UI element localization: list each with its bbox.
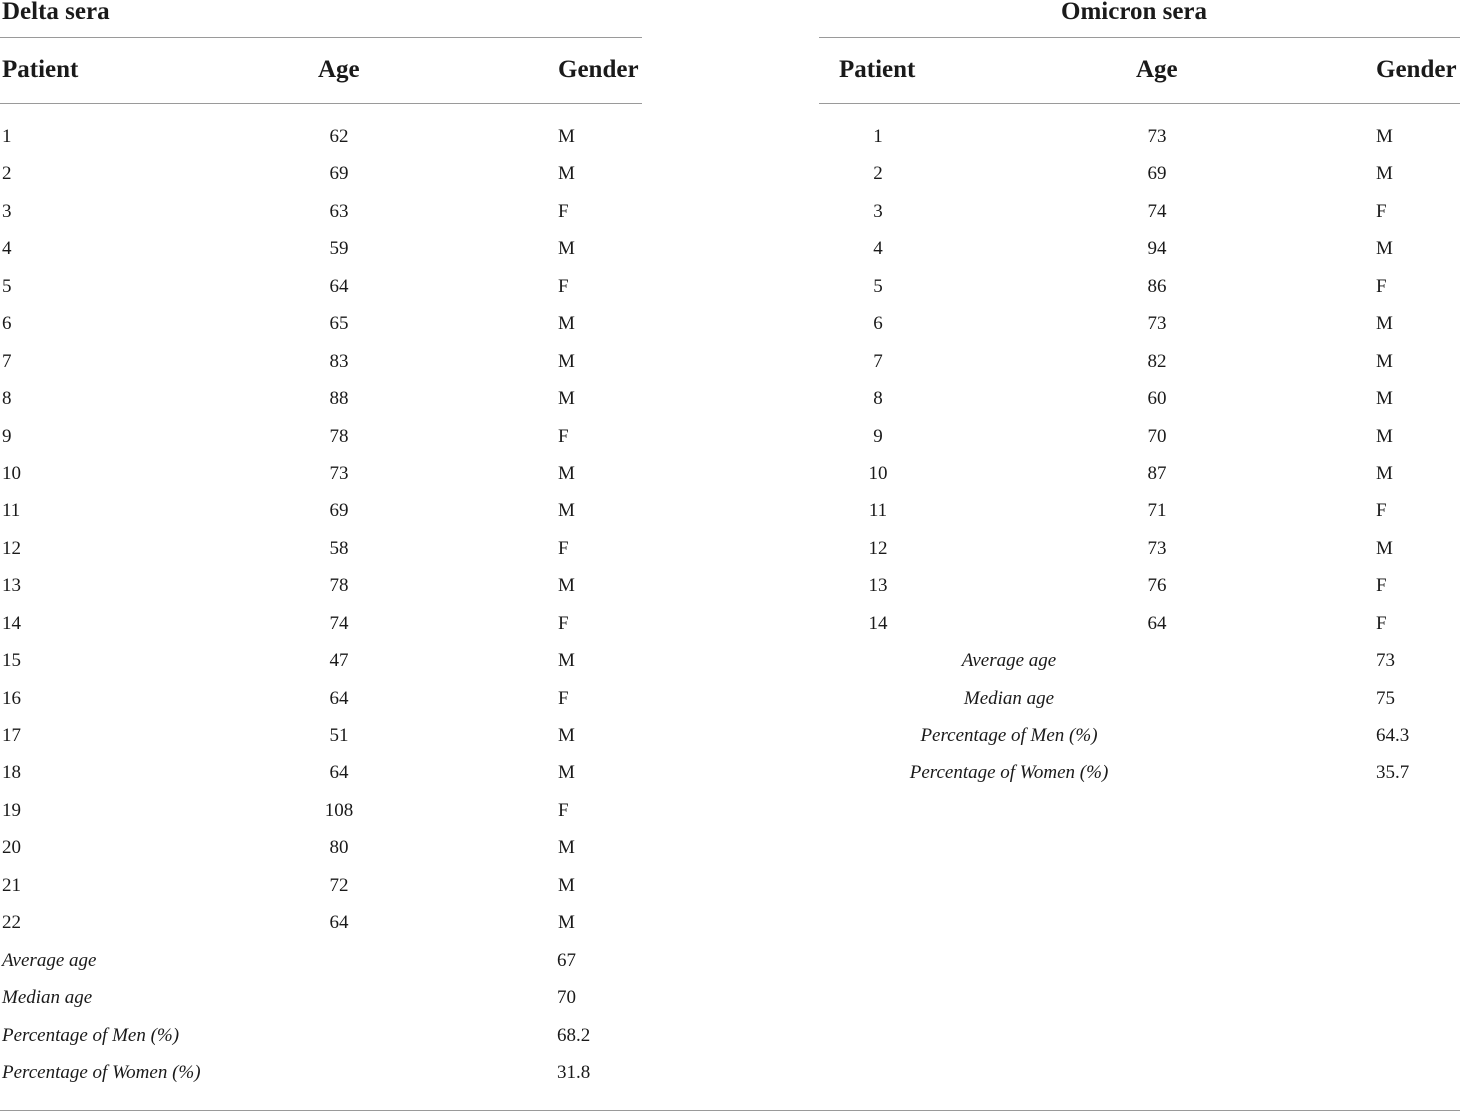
- summary-value: 70: [557, 987, 576, 1009]
- cell-gender: M: [558, 350, 575, 372]
- cell-gender: F: [1376, 612, 1387, 634]
- cell-age: 87: [1147, 462, 1167, 484]
- summary-label: Percentage of Men (%): [920, 725, 1098, 746]
- cell-patient: 17: [2, 725, 21, 746]
- cell-patient: 1: [873, 126, 883, 147]
- summary-label: Average age: [2, 949, 97, 971]
- cell-gender: M: [558, 313, 575, 335]
- cell-age: 71: [1147, 500, 1167, 522]
- cell-gender: M: [558, 500, 575, 522]
- table-row: [819, 268, 1460, 305]
- table-row: [0, 343, 642, 380]
- cell-age: 88: [329, 388, 349, 410]
- cell-gender: M: [1376, 163, 1393, 185]
- delta-sera-title: Delta sera: [2, 0, 110, 25]
- omicron-header-patient: Patient: [839, 56, 916, 83]
- cell-patient: 8: [873, 388, 883, 410]
- cell-age: 65: [329, 313, 349, 335]
- cell-patient: 15: [2, 650, 21, 672]
- table-row: [0, 642, 642, 679]
- cell-patient: 22: [2, 912, 21, 934]
- cell-patient: 9: [873, 425, 883, 447]
- table-row: [819, 193, 1460, 230]
- table-row: [0, 867, 642, 904]
- table-row: [0, 230, 642, 267]
- table-row: [0, 605, 642, 642]
- table-row: [819, 343, 1460, 380]
- cell-patient: 9: [2, 425, 12, 447]
- table-row: [819, 118, 1460, 155]
- table-row: [0, 754, 642, 791]
- cell-patient: 13: [2, 575, 21, 597]
- cell-patient: 1: [2, 126, 12, 147]
- summary-value: 35.7: [1376, 762, 1410, 784]
- cell-patient: 2: [873, 163, 883, 185]
- omicron-header-row: [819, 50, 1460, 90]
- cell-gender: M: [558, 126, 575, 147]
- table-row: [819, 155, 1460, 192]
- cell-age: 78: [329, 575, 349, 597]
- cell-age: 64: [1147, 612, 1167, 634]
- cell-gender: F: [1376, 275, 1387, 297]
- table-row: [819, 492, 1460, 529]
- omicron-top-rule: [819, 37, 1460, 38]
- cell-patient: 11: [2, 500, 21, 522]
- cell-patient: 16: [2, 687, 21, 709]
- summary-row: [819, 680, 1460, 717]
- cell-age: 86: [1147, 275, 1167, 297]
- cell-patient: 13: [868, 575, 888, 597]
- cell-age: 74: [1147, 200, 1167, 222]
- table-row: [0, 829, 642, 866]
- cell-patient: 4: [2, 238, 12, 260]
- cell-gender: M: [1376, 425, 1393, 447]
- cell-patient: 18: [2, 762, 21, 784]
- cell-age: 108: [324, 799, 354, 821]
- cell-patient: 14: [2, 612, 21, 634]
- cell-age: 60: [1147, 388, 1167, 410]
- cell-age: 64: [329, 762, 349, 784]
- delta-top-rule: [0, 37, 642, 38]
- table-row: [0, 455, 642, 492]
- table-row: [0, 268, 642, 305]
- cell-age: 69: [329, 500, 349, 522]
- cell-age: 63: [329, 200, 349, 222]
- table-row: [819, 455, 1460, 492]
- table-row: [0, 418, 642, 455]
- cell-age: 73: [1147, 126, 1167, 147]
- cell-patient: 7: [873, 350, 883, 372]
- summary-label: Average age: [961, 650, 1057, 672]
- summary-label: Median age: [2, 987, 93, 1009]
- cell-gender: F: [558, 537, 569, 559]
- table-row: [0, 717, 642, 754]
- cell-age: 83: [329, 350, 349, 372]
- cell-age: 73: [1147, 313, 1167, 335]
- cell-patient: 4: [873, 238, 883, 260]
- cell-age: 76: [1147, 575, 1167, 597]
- cell-age: 72: [329, 874, 349, 896]
- table-row: [0, 492, 642, 529]
- table-row: [819, 567, 1460, 604]
- cell-age: 64: [329, 912, 349, 934]
- table-row: [0, 380, 642, 417]
- summary-value: 68.2: [557, 1024, 591, 1046]
- omicron-header-age: Age: [1136, 56, 1178, 83]
- delta-header-rule: [0, 103, 642, 104]
- cell-gender: M: [1376, 350, 1393, 372]
- summary-row: [0, 979, 642, 1016]
- cell-gender: M: [558, 874, 575, 896]
- cell-gender: F: [558, 687, 569, 709]
- summary-row: [0, 1054, 642, 1091]
- cell-patient: 2: [2, 163, 12, 185]
- cell-age: 59: [329, 238, 349, 260]
- cell-patient: 7: [2, 350, 12, 372]
- table-row: [819, 418, 1460, 455]
- cell-gender: M: [558, 912, 575, 934]
- delta-header-row: [0, 50, 642, 90]
- cell-age: 62: [329, 126, 349, 147]
- table-row: [0, 118, 642, 155]
- cell-age: 94: [1147, 238, 1167, 260]
- summary-value: 67: [557, 949, 576, 971]
- omicron-header-gender: Gender: [1376, 56, 1457, 83]
- table-row: [819, 305, 1460, 342]
- summary-label: Percentage of Women (%): [909, 762, 1109, 784]
- cell-gender: M: [1376, 238, 1393, 260]
- cell-patient: 12: [2, 537, 21, 559]
- cell-age: 58: [329, 537, 349, 559]
- delta-header-gender: Gender: [558, 56, 639, 83]
- summary-label: Percentage of Men (%): [2, 1024, 180, 1046]
- table-row: [0, 193, 642, 230]
- summary-row: [0, 942, 642, 979]
- cell-patient: 3: [2, 200, 12, 222]
- table-row: [0, 792, 642, 829]
- table-row: [819, 605, 1460, 642]
- summary-value: 64.3: [1376, 725, 1410, 746]
- cell-age: 70: [1147, 425, 1167, 447]
- cell-age: 80: [329, 837, 349, 859]
- cell-gender: M: [1376, 388, 1393, 410]
- cell-gender: M: [558, 462, 575, 484]
- cell-gender: M: [1376, 537, 1393, 559]
- cell-patient: 21: [2, 874, 21, 896]
- cell-gender: F: [558, 275, 569, 297]
- cell-age: 69: [329, 163, 349, 185]
- cell-patient: 12: [868, 537, 888, 559]
- cell-gender: M: [1376, 462, 1393, 484]
- table-row: [0, 155, 642, 192]
- table-row: [0, 305, 642, 342]
- cell-age: 73: [1147, 537, 1167, 559]
- summary-row: [0, 1017, 642, 1054]
- table-row: [819, 530, 1460, 567]
- cell-patient: 3: [873, 200, 883, 222]
- cell-patient: 10: [868, 462, 888, 484]
- cell-age: 74: [329, 612, 349, 634]
- table-row: [0, 904, 642, 941]
- cell-patient: 11: [868, 500, 888, 522]
- omicron-sera-title: Omicron sera: [1061, 0, 1208, 25]
- summary-value: 73: [1376, 650, 1395, 672]
- cell-patient: 10: [2, 462, 21, 484]
- cell-age: 78: [329, 425, 349, 447]
- cell-gender: M: [558, 163, 575, 185]
- cell-patient: 6: [873, 313, 883, 335]
- cell-patient: 14: [868, 612, 888, 634]
- cell-patient: 20: [2, 837, 21, 859]
- summary-label: Percentage of Women (%): [2, 1061, 201, 1083]
- cell-age: 51: [329, 725, 349, 746]
- omicron-header-rule: [819, 103, 1460, 104]
- cell-gender: F: [558, 799, 569, 821]
- cell-gender: M: [558, 837, 575, 859]
- cell-patient: 5: [2, 275, 12, 297]
- summary-row: [819, 717, 1460, 754]
- cell-patient: 6: [2, 313, 12, 335]
- cell-gender: F: [558, 425, 569, 447]
- cell-gender: M: [558, 650, 575, 672]
- table-row: [0, 567, 642, 604]
- cell-age: 69: [1147, 163, 1167, 185]
- cell-age: 82: [1147, 350, 1167, 372]
- cell-gender: F: [558, 200, 569, 222]
- omicron-rows: [819, 118, 1460, 792]
- summary-value: 75: [1376, 687, 1395, 709]
- summary-label: Median age: [963, 687, 1055, 709]
- cell-gender: F: [1376, 200, 1387, 222]
- cell-age: 64: [329, 275, 349, 297]
- table-bottom-rule: [0, 1110, 1460, 1111]
- table-row: [0, 530, 642, 567]
- cell-gender: M: [558, 388, 575, 410]
- cell-patient: 8: [2, 388, 12, 410]
- cell-gender: M: [558, 762, 575, 784]
- summary-row: [819, 754, 1460, 791]
- table-row: [0, 680, 642, 717]
- cell-patient: 5: [873, 275, 883, 297]
- cell-gender: M: [558, 238, 575, 260]
- delta-header-age: Age: [318, 56, 360, 83]
- delta-header-patient: Patient: [2, 56, 79, 83]
- summary-value: 31.8: [557, 1061, 591, 1083]
- cell-gender: F: [1376, 500, 1387, 522]
- cell-gender: M: [558, 575, 575, 597]
- cell-age: 64: [329, 687, 349, 709]
- cell-patient: 19: [2, 799, 21, 821]
- cell-gender: M: [1376, 313, 1393, 335]
- table-row: [819, 230, 1460, 267]
- cell-gender: F: [558, 612, 569, 634]
- cell-age: 73: [329, 462, 349, 484]
- delta-rows: [0, 118, 642, 1091]
- cell-gender: M: [558, 725, 575, 746]
- cell-gender: M: [1376, 126, 1393, 147]
- table-row: [819, 380, 1460, 417]
- summary-row: [819, 642, 1460, 679]
- cell-gender: F: [1376, 575, 1387, 597]
- cell-age: 47: [329, 650, 349, 672]
